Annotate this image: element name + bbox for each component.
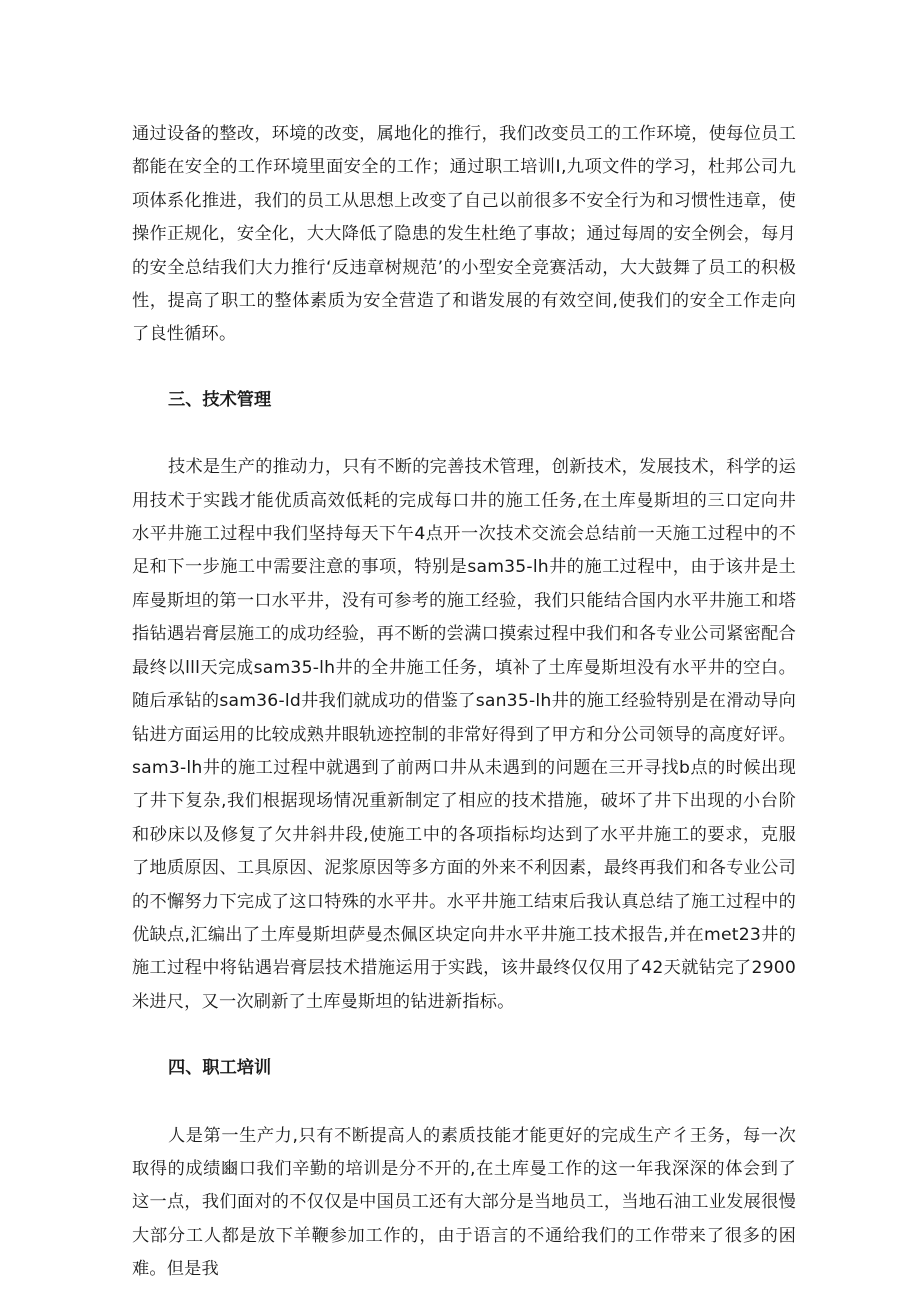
spacer xyxy=(132,352,796,384)
spacer xyxy=(132,1086,796,1120)
spacer xyxy=(132,417,796,451)
technical-management-paragraph: 技术是生产的推动力，只有不断的完善技术管理，创新技术，发展技术，科学的运用技术于实践才能优质高效低耗的完成每口井的施工任务,在土库曼斯坦的三口定向井水平井施工过程中我们坚持每天下午4点开一次技术交流会总结前一天施工过程中的不足和下一步施工中需要注意的事项，特别是sam35-lh井的施工过程中，由于该井是土库曼斯坦的第一口水平井，没有可参考的施工经验，我们只能结合国内水平井施工和塔指钻遇岩膏层施工的成功经验，再不断的尝满口摸索过程中我们和各专业公司紧密配合最终以lll天完成sam35-lh井的全井施工任务，填补了土库曼斯坦没有水平井的空白。随后承钻的sam36-ld井我们就成功的借鉴了san35-lh井的施工经验特别是在滑动导向钻进方面运用的比较成熟井眼轨迹控制的非常好得到了甲方和分公司领导的高度好评。sam3-lh井的施工过程中就遇到了前两口井从未遇到的问题在三开寻找b点的时候出现了井下复杂,我们根据现场情况重新制定了相应的技术措施，破坏了井下出现的小台阶和砂床以及修复了欠井斜井段,使施工中的各项指标均达到了水平井施工的要求，克服了地质原因、工具原因、泥浆原因等多方面的外来不利因素，最终再我们和各专业公司的不懈努力下完成了这口特殊的水平井。水平井施工结束后我认真总结了施工过程中的优缺点,汇编出了土库曼斯坦萨曼杰佩区块定向井水平井施工技术报告,并在met23井的施工过程中将钻遇岩膏层技术措施运用于实践，该井最终仅仅用了42天就钻完了2900米进尺，又一次刷新了土库曼斯坦的钻进新指标。 xyxy=(132,457,796,1012)
staff-training-paragraph: 人是第一生产力,只有不断提高人的素质技能才能更好的完成生产彳王务，每一次取得的成绩豳口我们辛勤的培训是分不开的,在土库曼工作的这一年我深深的体会到了这一点，我们面对的不仅仅是中国员工还有大部分是当地员工，当地石油工业发展很慢大部分工人都是放下羊鞭参加工作的，由于语言的不通给我们的工作带来了很多的困难。但是我 xyxy=(132,1125,796,1280)
safety-summary-paragraph: 通过设备的整改，环境的改变，属地化的推行，我们改变员工的工作环境，使每位员工都能在安全的工作环境里面安全的工作；通过职工培训Ⅰ,九项文件的学习，杜邦公司九项体系化推进，我们的员工从思想上改变了自己以前很多不安全行为和习惯性违章，使操作正规化，安全化，大大降低了隐患的发生杜绝了事故；通过每周的安全例会，每月的安全总结我们大力推行‘反违章树规范’的小型安全竞赛活动，大大鼓舞了员工的积极性，提高了职工的整体素质为安全营造了和谐发展的有效空间,使我们的安全工作走向了良性循环。 xyxy=(132,124,796,345)
document-page xyxy=(132,118,796,1287)
spacer xyxy=(132,1019,796,1052)
section-heading-staff-training: 四、职工培训 xyxy=(168,1058,272,1079)
section-heading-technical-management: 三、技术管理 xyxy=(168,389,272,410)
